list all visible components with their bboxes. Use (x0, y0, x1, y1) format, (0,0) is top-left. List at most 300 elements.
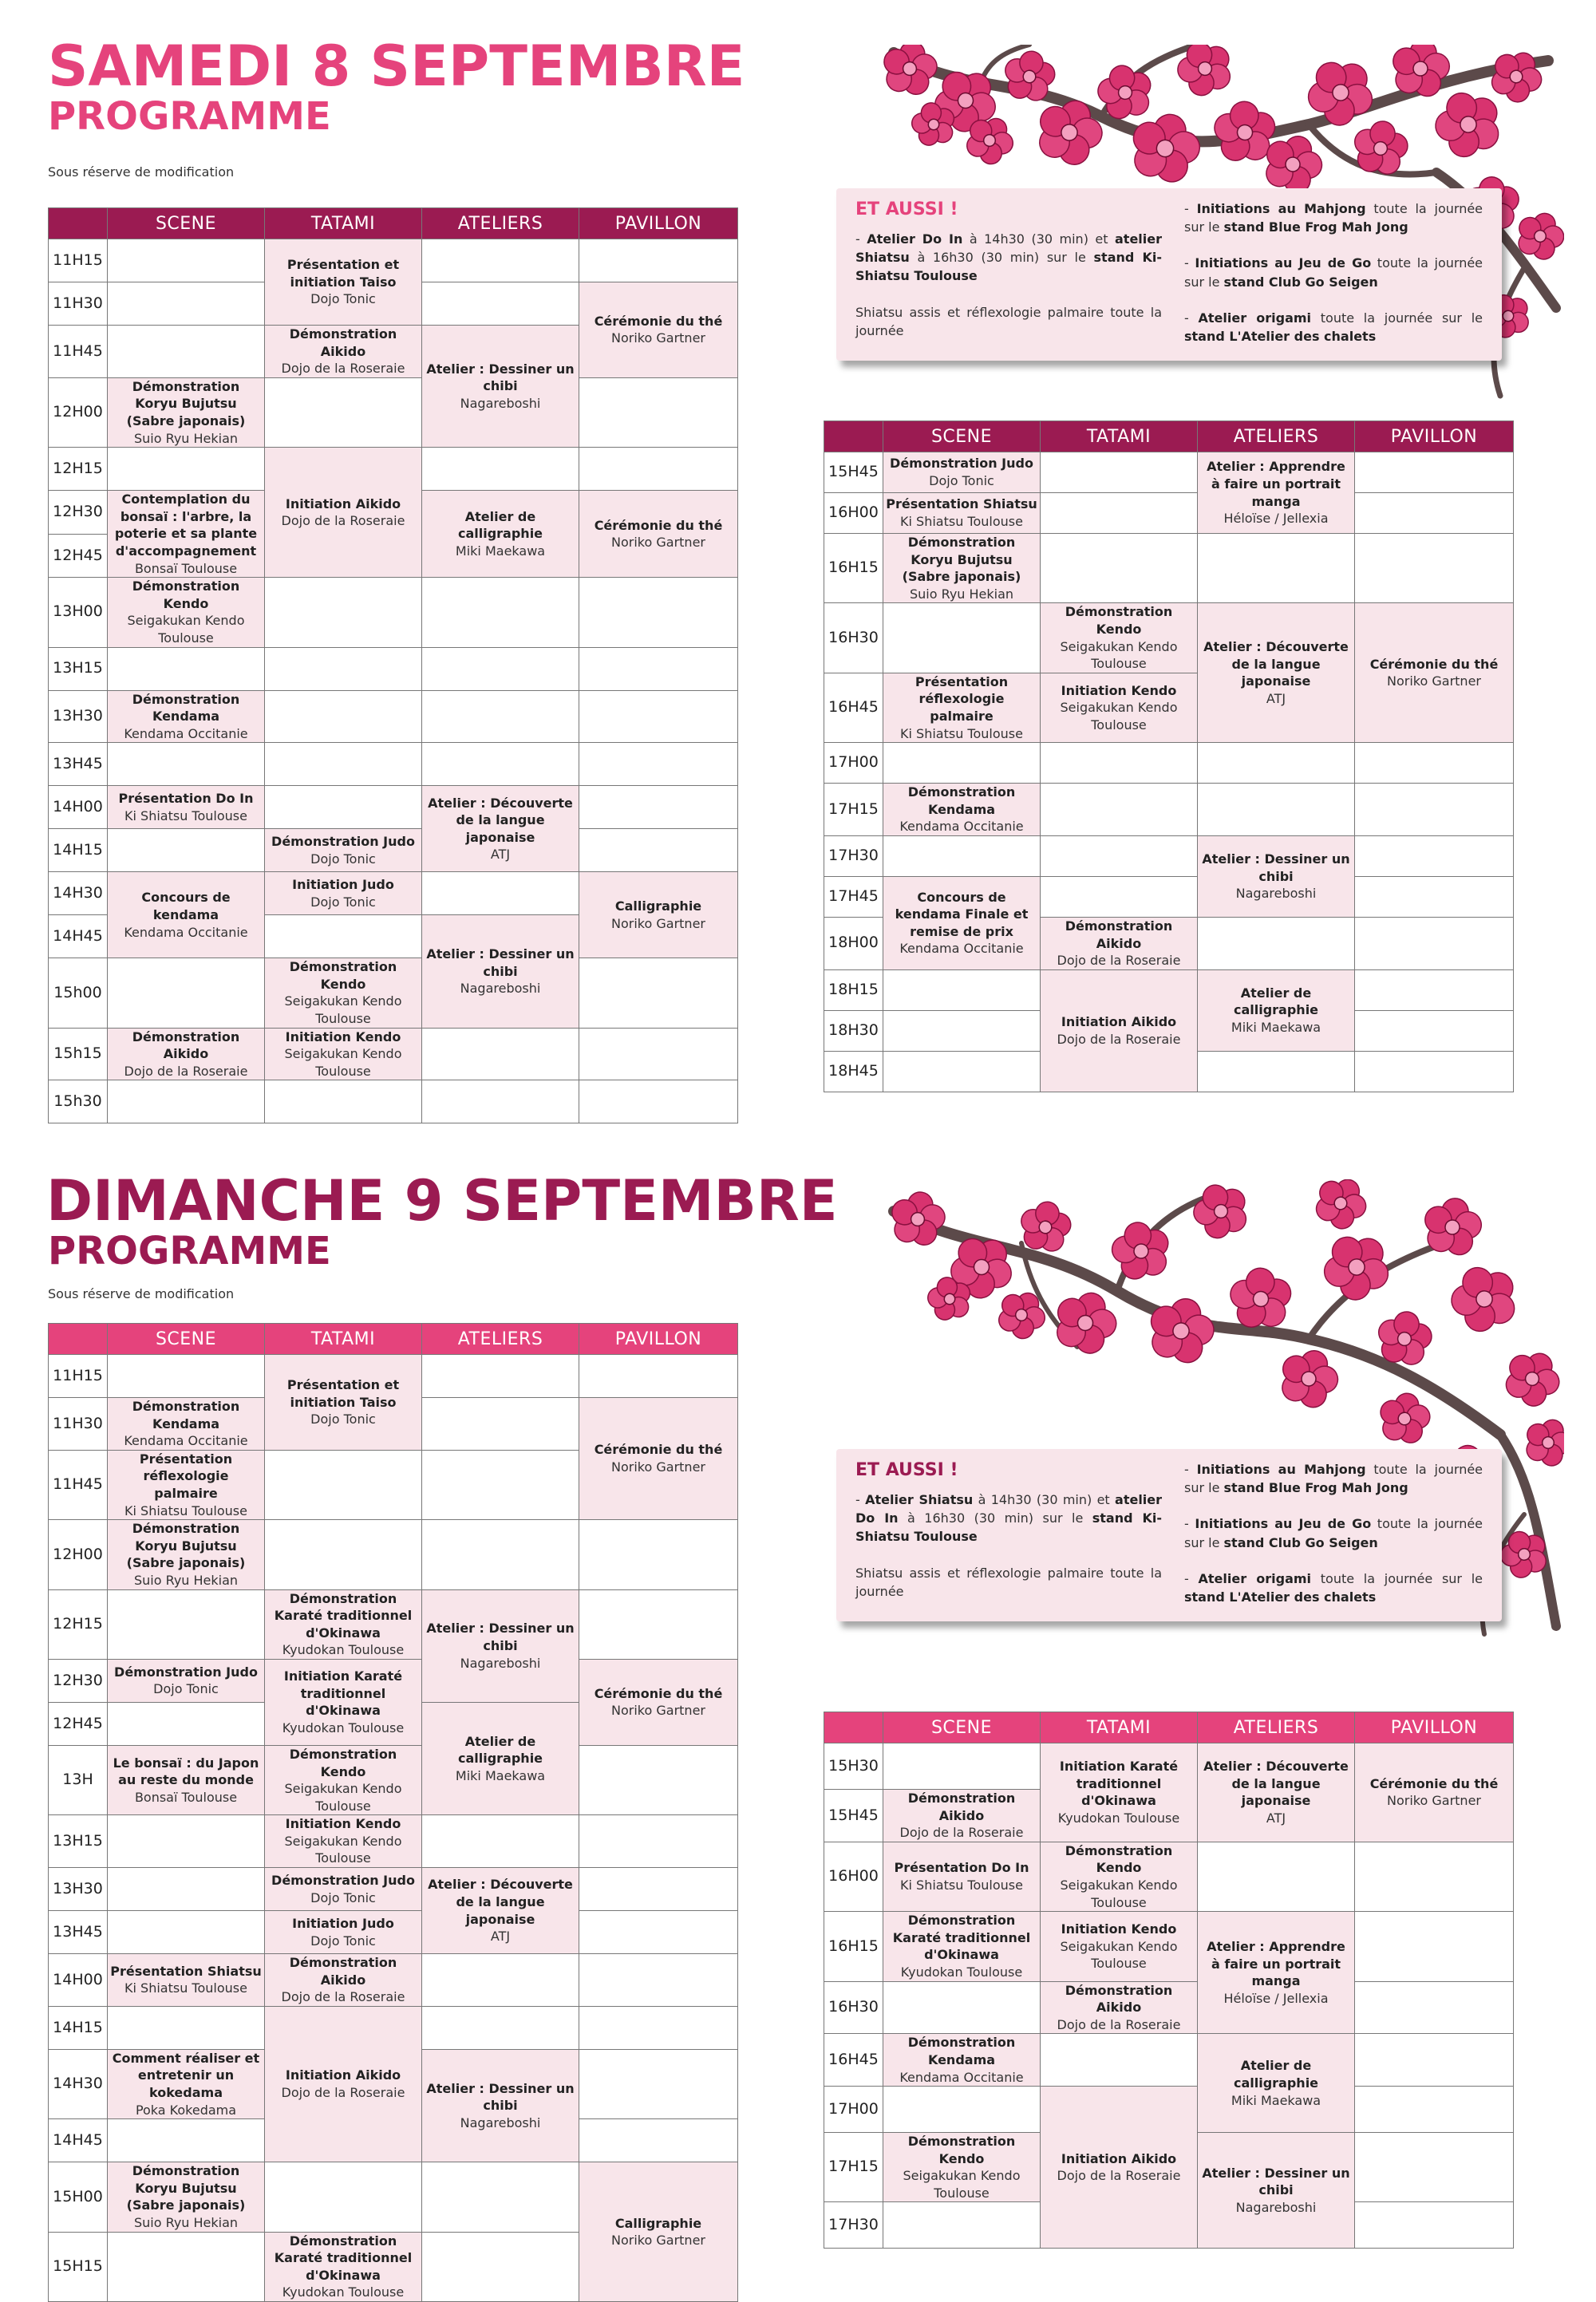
empty-cell (1355, 1051, 1514, 1092)
empty-cell (422, 578, 579, 647)
aussi-text: - (1184, 1570, 1199, 1586)
table-row (49, 1745, 738, 1814)
event-cell (883, 876, 1041, 969)
event-cell (108, 786, 265, 829)
event-title: Démonstration Koryu Bujutsu (Sabre japonais) (126, 378, 246, 428)
blossom-flower (879, 45, 941, 97)
event-organizer: Seigakukan Kendo Toulouse (1060, 1938, 1178, 1972)
aussi-text: - (1184, 1462, 1197, 1477)
column-header-pavillon: PAVILLON (1355, 1712, 1514, 1743)
empty-cell (265, 2162, 422, 2232)
empty-cell (1355, 876, 1514, 917)
time-slot: 16H30 (824, 1981, 883, 2034)
aussi-text: - (1184, 1516, 1195, 1532)
empty-cell (579, 1028, 738, 1080)
event-cell (422, 1702, 579, 1814)
event-title: Atelier : Dessiner un chibi (426, 1621, 575, 1653)
aussi-text: Shiatsu assis et réflexologie palmaire toute la journée (855, 304, 1162, 338)
empty-cell (108, 2006, 265, 2049)
aussi-highlight: Atelier Do In (867, 231, 963, 247)
event-title: Cérémonie du thé (594, 1442, 723, 1458)
empty-cell (1198, 784, 1355, 836)
time-header (824, 1712, 883, 1743)
event-organizer: Kendama Occitanie (899, 941, 1024, 957)
event-cell (108, 377, 265, 447)
table-row (824, 969, 1514, 1010)
event-title: Cérémonie du thé (594, 313, 723, 329)
column-header-ateliers: ATELIERS (1198, 421, 1355, 452)
event-cell (265, 2232, 422, 2301)
event-organizer: Dojo de la Roseraie (281, 2085, 405, 2101)
event-organizer: Seigakukan Kendo Toulouse (284, 1046, 402, 1079)
event-organizer: Dojo Tonic (310, 1889, 376, 1905)
event-title: Contemplation du bonsaï : l'arbre, la poterie et sa plante d'accompagnement (114, 492, 258, 559)
table-row (824, 876, 1514, 917)
event-organizer: Noriko Gartner (611, 915, 705, 931)
event-title: Démonstration Koryu Bujutsu (Sabre japonais) (126, 1521, 246, 1571)
aussi-text: - (1184, 310, 1199, 326)
event-title: Atelier : Dessiner un chibi (426, 2080, 575, 2114)
empty-cell (1355, 969, 1514, 1010)
event-cell (883, 2034, 1041, 2087)
event-title: Initiation Aikido (1061, 1014, 1177, 1030)
table-row (824, 452, 1514, 493)
empty-cell (108, 1080, 265, 1123)
event-cell (1198, 2133, 1355, 2249)
empty-cell (1355, 784, 1514, 836)
empty-cell (108, 326, 265, 378)
aussi-item (855, 230, 1162, 286)
empty-cell (579, 239, 738, 282)
blossom-flower (887, 1188, 949, 1248)
event-cell (422, 786, 579, 872)
event-cell (579, 1398, 738, 1520)
event-title: Démonstration Koryu Bujutsu (Sabre japonais) (126, 2163, 246, 2213)
blossom-flower (1185, 1179, 1258, 1247)
event-title: Présentation et initiation Taiso (286, 257, 400, 290)
empty-cell (1041, 452, 1198, 493)
time-slot: 17H45 (824, 876, 883, 917)
empty-cell (1355, 835, 1514, 876)
event-organizer: Seigakukan Kendo Toulouse (284, 993, 402, 1027)
blossom-flower (1441, 1254, 1530, 1342)
event-organizer: Suio Ryu Hekian (909, 586, 1014, 602)
empty-cell (579, 2049, 738, 2118)
event-title: Initiation Aikido (285, 496, 401, 511)
event-cell (265, 1868, 422, 1911)
event-cell (265, 1954, 422, 2007)
event-cell (108, 1028, 265, 1080)
table-row (824, 2087, 1514, 2133)
column-header-scene: SCENE (883, 1712, 1041, 1743)
event-cell (265, 829, 422, 872)
blossom-flower (1497, 1342, 1564, 1413)
event-cell (1198, 1743, 1355, 1842)
event-organizer: Dojo Tonic (929, 473, 994, 488)
empty-cell (883, 743, 1041, 784)
event-title: Initiation Kendo (1061, 1921, 1177, 1937)
table-row (824, 743, 1514, 784)
time-slot: 12H00 (49, 1520, 108, 1589)
column-header-ateliers: ATELIERS (422, 208, 579, 239)
aussi-highlight: stand Blue Frog Mah Jong (1223, 1480, 1408, 1496)
aussi-highlight: Initiations au Mahjong (1196, 1462, 1366, 1477)
empty-cell (422, 1954, 579, 2007)
event-title: Démonstration Judo (271, 834, 415, 850)
event-organizer: Kyudokan Toulouse (1057, 1810, 1180, 1826)
empty-cell (579, 1911, 738, 1954)
event-cell (1355, 603, 1514, 743)
event-organizer: Miki Maekawa (1231, 1019, 1321, 1035)
empty-cell (422, 282, 579, 326)
aussi-title: ET AUSSI ! (855, 199, 958, 219)
empty-cell (1041, 493, 1198, 534)
event-title: Démonstration Karaté traditionnel d'Okinawa (274, 1590, 413, 1641)
aussi-item (855, 1564, 1162, 1601)
empty-cell (1041, 876, 1198, 917)
column-header-ateliers: ATELIERS (1198, 1712, 1355, 1743)
empty-cell (108, 2119, 265, 2162)
time-slot: 14H30 (49, 872, 108, 915)
table-row (49, 1028, 738, 1080)
column-header-tatami: TATAMI (265, 208, 422, 239)
event-title: Présentation réflexologie palmaire (139, 1451, 233, 1501)
event-cell (1198, 2034, 1355, 2133)
time-slot: 12H30 (49, 1659, 108, 1702)
time-slot: 11H30 (49, 1398, 108, 1451)
event-title: Cérémonie du thé (1369, 1775, 1499, 1791)
event-title: Démonstration Kendama (907, 2035, 1016, 2067)
event-organizer: Dojo Tonic (153, 1681, 219, 1697)
empty-cell (1355, 2133, 1514, 2202)
empty-cell (265, 647, 422, 690)
aussi-item (855, 303, 1162, 340)
event-title: Démonstration Karaté traditionnel d'Okinawa (892, 1913, 1031, 1963)
event-organizer: Ki Shiatsu Toulouse (900, 514, 1023, 529)
sunday-aussi-box (836, 1449, 1502, 1621)
empty-cell (1355, 1912, 1514, 1981)
event-title: Présentation Do In (118, 791, 254, 807)
blossom-flower (1018, 1198, 1074, 1256)
blossom-flower (1273, 1342, 1345, 1413)
time-slot: 17H15 (824, 784, 883, 836)
event-cell (1198, 969, 1355, 1051)
empty-cell (579, 1520, 738, 1589)
time-slot: 17H00 (824, 743, 883, 784)
time-slot: 15h15 (49, 1028, 108, 1080)
empty-cell (579, 2119, 738, 2162)
event-organizer: Kendama Occitanie (899, 819, 1024, 835)
column-header-scene: SCENE (108, 1324, 265, 1355)
aussi-highlight: Initiations au Jeu de Go (1195, 255, 1372, 271)
time-slot: 16H00 (824, 1842, 883, 1911)
event-title: Présentation réflexologie palmaire (915, 673, 1009, 724)
empty-cell (579, 1815, 738, 1868)
event-organizer: Ki Shiatsu Toulouse (900, 725, 1023, 741)
event-title: Atelier de calligraphie (457, 508, 543, 542)
event-cell (1041, 969, 1198, 1092)
event-cell (265, 1659, 422, 1745)
aussi-highlight: stand Club Go Seigen (1223, 1534, 1378, 1550)
aussi-highlight: stand L'Atelier des chalets (1184, 328, 1377, 344)
time-slot: 12H45 (49, 534, 108, 577)
aussi-highlight: atelier Shiatsu (855, 231, 1163, 266)
event-title: Calligraphie (614, 898, 702, 914)
event-cell (265, 1815, 422, 1868)
empty-cell (883, 1010, 1041, 1051)
event-cell (265, 239, 422, 326)
aussi-text: - (855, 1492, 866, 1507)
aussi-text: à 14h30 (30 min) et (962, 231, 1115, 247)
time-slot: 15H45 (824, 1790, 883, 1842)
empty-cell (1041, 743, 1198, 784)
empty-cell (422, 1355, 579, 1398)
time-header (49, 208, 108, 239)
time-slot: 15h00 (49, 958, 108, 1028)
time-slot: 16H30 (824, 603, 883, 673)
event-cell (265, 1355, 422, 1451)
event-organizer: Seigakukan Kendo Toulouse (903, 2168, 1021, 2201)
aussi-item (1184, 1570, 1483, 1606)
table-row (49, 448, 738, 491)
event-title: Initiation Kendo (285, 1029, 401, 1044)
table-row (49, 1911, 738, 1954)
table-row (49, 743, 738, 786)
empty-cell (1355, 1010, 1514, 1051)
empty-cell (579, 2006, 738, 2049)
empty-cell (1041, 534, 1198, 603)
empty-cell (108, 1589, 265, 1659)
time-slot: 16H15 (824, 1912, 883, 1981)
empty-cell (579, 1868, 738, 1911)
empty-cell (108, 958, 265, 1028)
time-slot: 11H30 (49, 282, 108, 326)
aussi-text: à 14h30 (30 min) et (973, 1492, 1116, 1507)
saturday-subtitle: PROGRAMME (48, 94, 331, 139)
event-title: Le bonsaï : du Japon au reste du monde (113, 1755, 259, 1788)
aussi-highlight: Initiations au Jeu de Go (1195, 1516, 1372, 1532)
event-cell (579, 1659, 738, 1745)
event-cell (1198, 1912, 1355, 2034)
event-cell (579, 872, 738, 958)
time-slot: 11H15 (49, 1355, 108, 1398)
aussi-title: ET AUSSI ! (855, 1460, 958, 1480)
event-organizer: Miki Maekawa (455, 543, 546, 559)
time-slot: 13H45 (49, 1911, 108, 1954)
blossom-flower (1376, 1389, 1433, 1445)
time-slot: 18H45 (824, 1051, 883, 1092)
event-cell (1198, 835, 1355, 917)
table-row (49, 690, 738, 743)
empty-cell (579, 829, 738, 872)
aussi-item (855, 1491, 1162, 1546)
event-cell (1041, 1743, 1198, 1842)
blossom-flower (1519, 1412, 1564, 1470)
empty-cell (108, 829, 265, 872)
aussi-text: toute la journée sur le (1311, 310, 1483, 326)
empty-cell (108, 448, 265, 491)
event-title: Initiation Judo (292, 877, 394, 893)
saturday-title: SAMEDI 8 SEPTEMBRE (48, 34, 745, 99)
empty-cell (579, 786, 738, 829)
time-slot: 12H15 (49, 448, 108, 491)
event-cell (579, 2162, 738, 2302)
event-title: Démonstration Judo (114, 1664, 258, 1680)
empty-cell (422, 1815, 579, 1868)
event-title: Initiation Aikido (1061, 2150, 1177, 2166)
event-organizer: Seigakukan Kendo Toulouse (284, 1833, 402, 1866)
saturday-schedule-morning (48, 207, 738, 1123)
aussi-highlight: Atelier origami (1198, 1570, 1312, 1586)
table-row (49, 377, 738, 447)
table-row (824, 493, 1514, 534)
blossom-flower (991, 1283, 1053, 1344)
event-cell (265, 1028, 422, 1080)
empty-cell (579, 448, 738, 491)
empty-cell (883, 1743, 1041, 1790)
empty-cell (265, 786, 422, 829)
table-row (49, 239, 738, 282)
blossom-flower (1352, 117, 1412, 179)
saturday-schedule-afternoon (824, 421, 1514, 1092)
event-cell (265, 872, 422, 915)
table-row (49, 829, 738, 872)
time-slot: 15H00 (49, 2162, 108, 2232)
empty-cell (422, 448, 579, 491)
event-organizer: Héloïse / Jellexia (1223, 1990, 1329, 2006)
event-organizer: ATJ (490, 847, 511, 863)
time-header (824, 421, 883, 452)
event-cell (265, 326, 422, 378)
event-organizer: Suio Ryu Hekian (133, 2215, 239, 2230)
event-title: Atelier de calligraphie (1233, 2058, 1319, 2091)
aussi-highlight: stand Ki-Shiatsu Toulouse (855, 250, 1163, 284)
event-cell (1041, 603, 1198, 673)
aussi-text: Shiatsu assis et réflexologie palmaire toute la journée (855, 1565, 1162, 1599)
event-title: Démonstration Kendo (132, 578, 240, 611)
event-organizer: Kyudokan Toulouse (282, 2284, 405, 2300)
time-slot: 14H45 (49, 915, 108, 958)
event-cell (883, 1912, 1041, 1981)
event-title: Initiation Kendo (285, 1816, 401, 1832)
table-row (49, 1868, 738, 1911)
event-organizer: Miki Maekawa (455, 1767, 546, 1783)
event-organizer: Dojo de la Roseraie (281, 1989, 405, 2005)
column-header-tatami: TATAMI (1041, 421, 1198, 452)
event-title: Initiation Judo (292, 1915, 394, 1931)
column-header-pavillon: PAVILLON (579, 208, 738, 239)
empty-cell (1041, 835, 1198, 876)
aussi-item (1184, 1460, 1483, 1497)
event-organizer: Noriko Gartner (611, 330, 705, 346)
empty-cell (422, 1520, 579, 1589)
event-title: Démonstration Kendo (1065, 604, 1173, 637)
empty-cell (422, 743, 579, 786)
empty-cell (1198, 1051, 1355, 1092)
empty-cell (579, 377, 738, 447)
empty-cell (1198, 1842, 1355, 1911)
empty-cell (579, 578, 738, 647)
empty-cell (579, 743, 738, 786)
time-slot: 16H45 (824, 2034, 883, 2087)
event-cell (108, 578, 265, 647)
event-cell (883, 534, 1041, 603)
event-organizer: Dojo de la Roseraie (1057, 2168, 1181, 2184)
aussi-item (1184, 254, 1483, 290)
event-title: Concours de kendama (141, 890, 231, 922)
empty-cell (422, 1450, 579, 1519)
aussi-highlight: stand Blue Frog Mah Jong (1223, 219, 1408, 235)
event-organizer: Nagareboshi (460, 2114, 541, 2130)
table-row (49, 1954, 738, 2007)
empty-cell (108, 647, 265, 690)
aussi-highlight: Initiations au Mahjong (1196, 201, 1366, 216)
empty-cell (108, 282, 265, 326)
time-slot: 14H15 (49, 829, 108, 872)
empty-cell (422, 1398, 579, 1451)
event-title: Atelier : Découverte de la langue japonaise (1203, 1759, 1349, 1809)
empty-cell (265, 377, 422, 447)
empty-cell (108, 1911, 265, 1954)
aussi-column (855, 1491, 1162, 1618)
empty-cell (422, 239, 579, 282)
time-slot: 12H30 (49, 491, 108, 534)
event-organizer: Dojo de la Roseraie (281, 513, 405, 529)
event-cell (265, 2006, 422, 2162)
table-row (49, 786, 738, 829)
event-organizer: Noriko Gartner (1387, 673, 1481, 689)
empty-cell (1041, 784, 1198, 836)
event-cell (1198, 452, 1355, 534)
time-slot: 18H30 (824, 1010, 883, 1051)
time-slot: 12H00 (49, 377, 108, 447)
event-organizer: Seigakukan Kendo Toulouse (127, 613, 245, 646)
empty-cell (1355, 452, 1514, 493)
event-organizer: Seigakukan Kendo Toulouse (284, 1781, 402, 1814)
empty-cell (1355, 917, 1514, 969)
event-cell (1198, 603, 1355, 743)
column-header-scene: SCENE (108, 208, 265, 239)
event-cell (108, 1398, 265, 1451)
column-header-tatami: TATAMI (265, 1324, 422, 1355)
empty-cell (422, 2232, 579, 2301)
event-title: Présentation Shiatsu (886, 496, 1037, 512)
empty-cell (422, 872, 579, 915)
event-title: Démonstration Kendama (132, 1399, 240, 1431)
time-slot: 11H45 (49, 326, 108, 378)
event-cell (265, 1589, 422, 1659)
empty-cell (265, 1080, 422, 1123)
event-cell (265, 958, 422, 1028)
blossom-flower (1483, 45, 1551, 109)
time-slot: 14H45 (49, 2119, 108, 2162)
empty-cell (108, 743, 265, 786)
event-organizer: Ki Shiatsu Toulouse (900, 1877, 1023, 1893)
time-header (49, 1324, 108, 1355)
event-cell (108, 2162, 265, 2232)
empty-cell (108, 239, 265, 282)
empty-cell (883, 969, 1041, 1010)
event-title: Atelier : Découverte de la langue japonaise (1203, 639, 1349, 689)
empty-cell (1355, 743, 1514, 784)
empty-cell (579, 958, 738, 1028)
table-row (824, 1912, 1514, 1981)
empty-cell (108, 1815, 265, 1868)
time-slot: 15H45 (824, 452, 883, 493)
empty-cell (265, 578, 422, 647)
time-slot: 14H15 (49, 2006, 108, 2049)
table-row (824, 835, 1514, 876)
